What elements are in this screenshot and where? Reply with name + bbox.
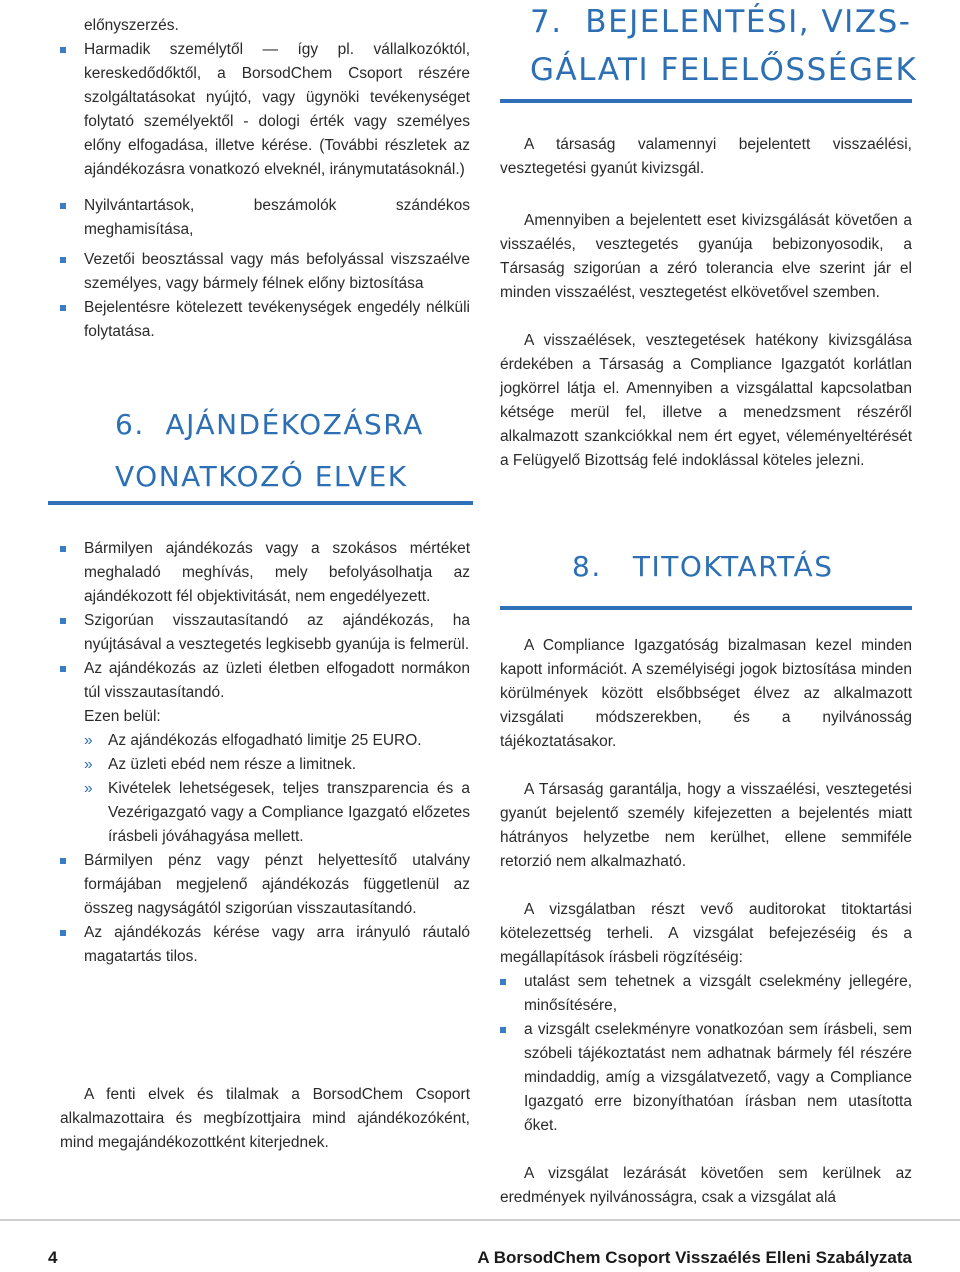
section-6-heading <box>115 405 475 497</box>
section-title-line2: GÁLATI FELELŐSSÉGEK <box>530 52 918 88</box>
section-7-body <box>500 133 912 473</box>
paragraph: A visszaélések, vesztegetések hatékony kivizsgálása érdekében a Társaság a Compliance Igazgatót korlátlan jogkörrel látja el. Amennyiben a vizsgálattal kapcsolatban kétsége merül fel, illetve a menedzsment részéről alkalmazott szankciókkal nem ért egyet, véleményeltérését a Felügyelő Bizottság felé indoklással köteles jelezni. <box>500 332 912 469</box>
sub-list-item: » Az üzleti ebéd nem része a limitnek. <box>60 753 470 777</box>
section-number: 6. <box>115 408 145 441</box>
double-chevron-icon: » <box>84 732 93 749</box>
list-item: Bármilyen ajándékozás vagy a szokásos mértéket meghaladó meghívás, mely befolyásolhatja az ajándékozott fél objektivitását, nem engedélyezett. <box>60 537 470 609</box>
section-title-line2: VONATKOZÓ ELVEK <box>115 460 408 493</box>
section-8-body <box>500 634 912 1210</box>
sub-list-item: » Az ajándékozás elfogadható limitje 25 EURO. <box>60 729 470 753</box>
intro-text: előnyszerzés. <box>84 17 179 34</box>
square-bullet-icon <box>60 47 66 53</box>
list-item: Bejelentésre kötelezett tevékenységek engedély nélküli folytatása. <box>60 296 470 344</box>
list-item: Harmadik személytől — így pl. vállalkozóktól, kereskedődőktől, a BorsodChem Csoport részére szolgáltatásokat nyújtó, vagy ügynöki tevékenységet folytató személyektől - dologi érték vagy személyes előny elfogadása, illetve kérése. (További részletek az ajándékozásra vonatkozó elveknél, iránymutatásoknál.) <box>60 38 470 182</box>
paragraph: Amennyiben a bejelentett eset kivizsgálását követően a visszaélés, vesztegetés gyanúja bebizonyosodik, a Társaság szigorúan a zéró tolerancia elve szerint jár el minden visszaélést, vesztegetést elkövetővel szemben. <box>500 212 912 301</box>
square-bullet-icon <box>500 1027 506 1033</box>
paragraph: A Társaság garantálja, hogy a visszaélési, vesztegetési gyanút bejelentő személy kifejezetten a bejelentés miatt hátrányos helyzetbe nem kerülhet, ellene semmiféle retorzió nem alkalmazható. <box>500 781 912 870</box>
square-bullet-icon <box>60 930 66 936</box>
section-number: 7. <box>530 4 563 40</box>
footer-divider <box>0 1219 960 1221</box>
list-item: Bármilyen pénz vagy pénzt helyettesítő utalvány formájában megjelenő ajándékozás függetlenül az összeg nagyságától szigorúan visszautasítandó. <box>60 849 470 921</box>
paragraph: A társaság valamennyi bejelentett visszaélési, vesztegetési gyanút kivizsgál. <box>500 136 912 177</box>
bullet-list-b <box>60 537 470 969</box>
section-divider <box>500 606 912 610</box>
square-bullet-icon <box>60 858 66 864</box>
bullet-list-a <box>60 38 470 344</box>
section-7-heading <box>530 4 920 88</box>
paragraph: A Compliance Igazgatóság bizalmasan kezel minden kapott információt. A személyiségi jogok biztosítása minden körülmények között elsőbbséget élvez az alkalmazott vizsgálati módszerekben, és a nyilvánosság tájékoztatásakor. <box>500 637 912 750</box>
section-divider <box>500 99 912 103</box>
square-bullet-icon <box>500 979 506 985</box>
list-item: Szigorúan visszautasítandó az ajándékozás, ha nyújtásával a vesztegetés legkisebb gyanúja is felmerül. <box>60 609 470 657</box>
closing-paragraph: A fenti elvek és tilalmak a BorsodChem Csoport alkalmazottaira és megbízottjaira mind ajándékozóként, mind megajándékozottként kiterjednek. <box>60 1086 470 1151</box>
section-title-line1: AJÁNDÉKOZÁSRA <box>165 408 424 441</box>
list-item: Az ajándékozás az üzleti életben elfogadott normákon túl visszautasítandó. <box>60 657 470 705</box>
square-bullet-icon <box>60 666 66 672</box>
section-divider <box>48 501 473 505</box>
section-title: TITOKTARTÁS <box>632 550 834 583</box>
square-bullet-icon <box>60 546 66 552</box>
paragraph: A vizsgálat lezárását követően sem kerülnek az eredmények nyilvánosságra, csak a vizsgálat alá <box>500 1165 912 1206</box>
square-bullet-icon <box>60 618 66 624</box>
list-item: Nyilvántartások, beszámolók szándékos meghamisítása, <box>60 194 470 242</box>
page-footer <box>48 1248 912 1272</box>
paragraph: A vizsgálatban részt vevő auditorokat titoktartási kötelezettség terheli. A vizsgálat befejezéséig és a megállapítások írásbeli rögzítéséig: <box>500 901 912 966</box>
square-bullet-icon <box>60 203 66 209</box>
double-chevron-icon: » <box>84 780 93 797</box>
square-bullet-icon <box>60 305 66 311</box>
list-item: utalást sem tehetnek a vizsgált cselekmény jellegére, minősítésére, <box>500 970 912 1018</box>
section-number: 8. <box>572 550 602 583</box>
list-item: Az ajándékozás kérése vagy arra irányuló ráutaló magatartás tilos. <box>60 921 470 969</box>
square-bullet-icon <box>60 257 66 263</box>
section-8-heading <box>572 547 912 587</box>
sub-list-item: » Kivételek lehetségesek, teljes transzparencia és a Vezérigazgató vagy a Compliance Igazgató előzetes írásbeli jóváhagyása mellett. <box>60 777 470 849</box>
page-number: 4 <box>48 1248 58 1267</box>
section-title-line1: BEJELENTÉSI, VIZS- <box>585 4 912 40</box>
list-item: a vizsgált cselekményre vonatkozóan sem írásbeli, sem szóbeli tájékoztatást nem adhatnak bármely fél részére mindaddig, amíg a vizsgálatvezető, vagy a Compliance Igazgató erre bizonyíthatóan írásban nem utasította őket. <box>500 1018 912 1138</box>
footer-title: A BorsodChem Csoport Visszaélés Elleni Szabályzata <box>477 1248 912 1267</box>
ezen-belul-label: Ezen belül: <box>84 708 161 725</box>
list-item: Vezetői beosztással vagy más befolyással viszszaélve személyes, vagy bármely félnek előny biztosítása <box>60 248 470 296</box>
double-chevron-icon: » <box>84 756 93 773</box>
